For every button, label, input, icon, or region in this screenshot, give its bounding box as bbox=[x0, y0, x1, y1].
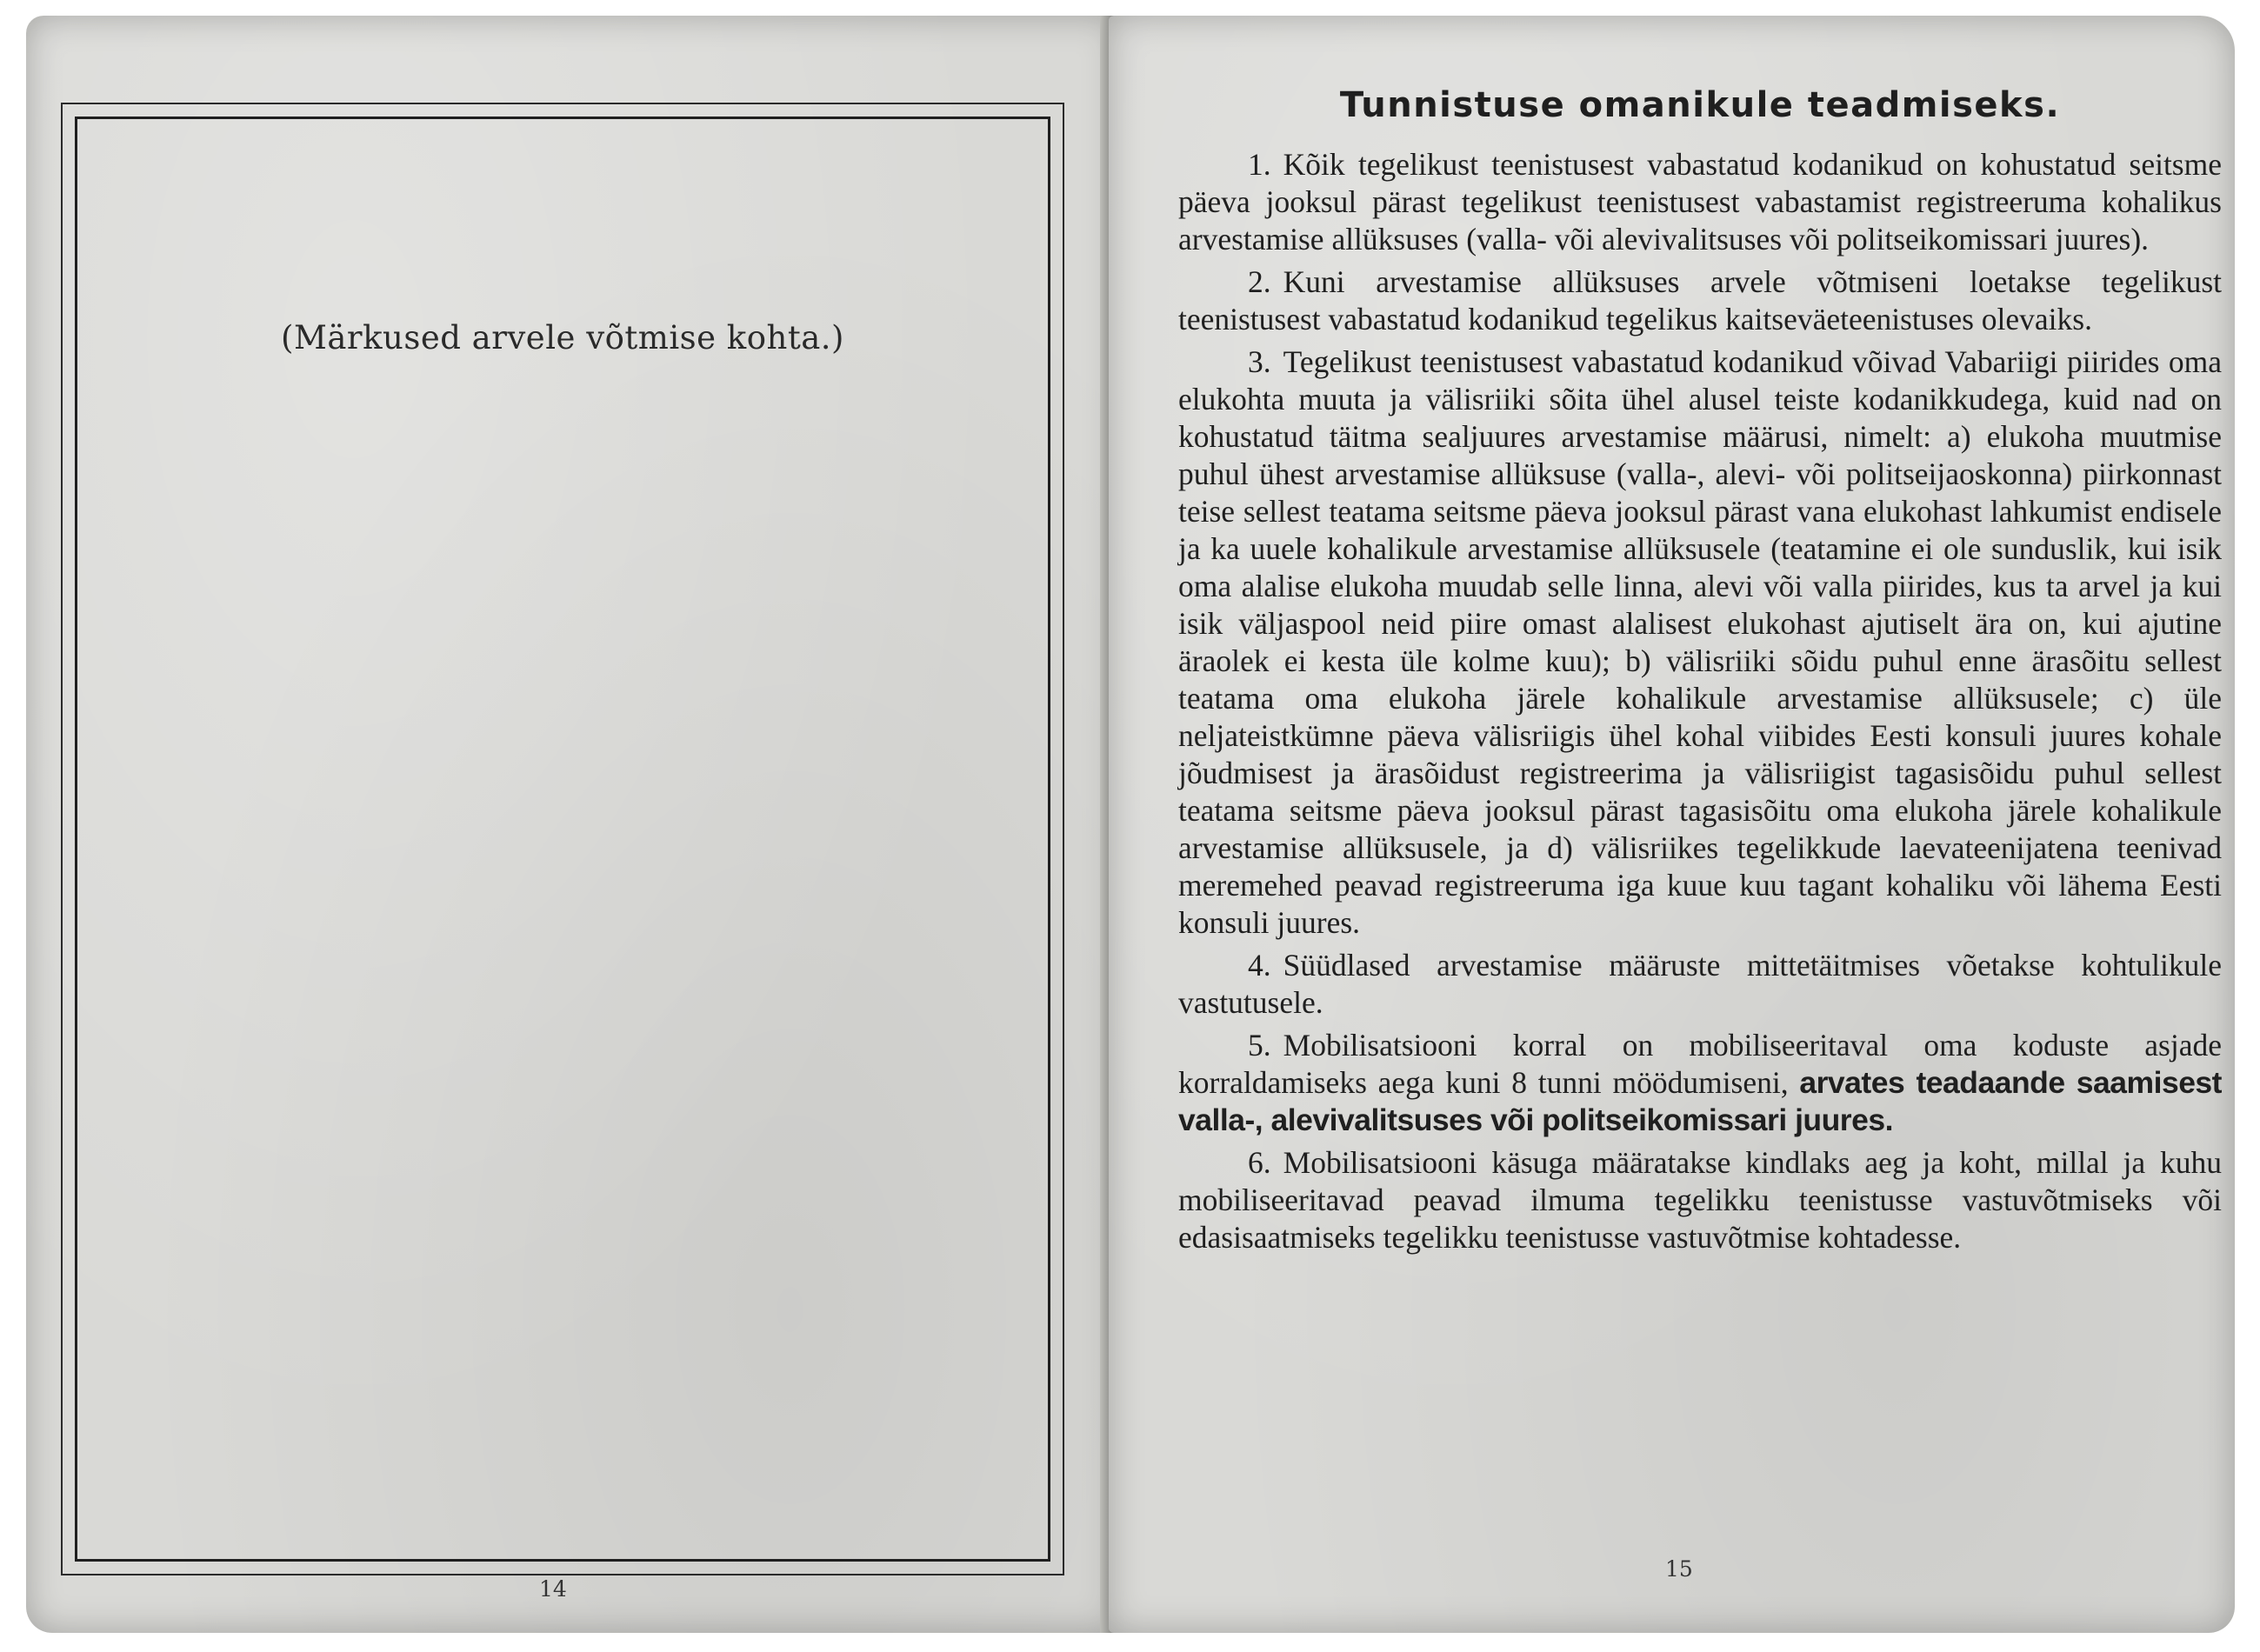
paragraph-number: 4. bbox=[1248, 948, 1271, 983]
right-page bbox=[1109, 16, 2235, 1633]
page-border-frame bbox=[61, 103, 1064, 1575]
left-page bbox=[26, 16, 1117, 1633]
paragraph-number: 1. bbox=[1248, 147, 1271, 182]
paragraph-text: Süüdlased arvestamise määruste mittetäitmises võetakse kohtulikule vastutusele. bbox=[1178, 948, 2222, 1020]
page-number-right: 15 bbox=[1665, 1556, 1693, 1582]
paragraph-text: Mobilisatsiooni käsuga määratakse kindlaks aeg ja koht, millal ja kuhu mobiliseeritavad peavad ilmuma tegelikku teenistusse vastuvõtmiseks või edasisaatmiseks tegelikku teenistusse vastuvõtmise kohtadesse. bbox=[1178, 1145, 2222, 1255]
paragraph-1 bbox=[1178, 146, 2222, 258]
paragraph-text: Kõik tegelikust teenistusest vabastatud kodanikud on kohustatud seitsme päeva jooksul pärast tegelikust teenistusest vabastamist registreeruma kohalikus arvestamise allüksuses (valla- või alevivalitsuses või politseikomissari juures). bbox=[1178, 147, 2222, 256]
paragraph-4 bbox=[1178, 947, 2222, 1022]
paragraph-5 bbox=[1178, 1027, 2222, 1139]
page-border-inner bbox=[75, 117, 1050, 1562]
paragraph-bold-text: arvates teadaande saamisest valla-, alevivalitsuses või politseikomissari juures. bbox=[1178, 1065, 2223, 1137]
right-page-content bbox=[1178, 85, 2222, 1262]
paragraph-text: Mobilisatsiooni korral on mobiliseeritaval oma koduste asjade korraldamiseks aega kuni 8 tunni möödumiseni, bbox=[1178, 1028, 2222, 1100]
paragraph-text: Tegelikust teenistusest vabastatud kodanikud võivad Vabariigi piirides oma elukohta muuta ja välisriiki sõita ühel alusel teiste kodanikkudega, kuid nad on kohustatud täitma sealjuures arvestamise määrusi, nimelt: a) elukoha muutmise puhul ühest arvestamise allüksuse (valla-, alevi- või politseijaoskonna) piirkonnast teise sellest teatama seitsme päeva jooksul pärast vana elukohast lahkumist endisele ja ka uuele kohalikule arvestamise allüksusele (teatamine ei ole sunduslik, kui isik oma alalise elukoha muudab selle linna, alevi või valla piirides, kus ta arvel ja kui isik väljaspool neid piire omast alalisest elukohast ajutiselt ära on, kui ajutine äraolek ei kesta üle kolme kuu); b) välisriiki sõidu puhul enne ärasõitu sellest teatama oma elukoha järele kohalikule arvestamise allüksusele; c) üle neljateistkümne päeva välisriigis ühel kohal viibides Eesti konsuli juures kohale jõudmisest ja ärasõidust registreerima ja välisriigist tagasisõidu puhul sellest teatama seitsme päeva jooksul pärast tagasisõitu oma elukoha järele kohalikule arvestamise allüksusele, ja d) välisriikes tegelikkude laevateenijatena teenivad meremehed peavad registreeruma iga kuue kuu tagant kohaliku või lähema Eesti konsuli juures. bbox=[1178, 344, 2222, 940]
paragraph-6 bbox=[1178, 1144, 2222, 1256]
page-number-left: 14 bbox=[539, 1576, 567, 1602]
paragraph-3 bbox=[1178, 343, 2222, 942]
paragraph-text: Kuni arvestamise allüksuses arvele võtmiseni loetakse tegelikust teenistusest vabastatud kodanikud tegelikus kaitseväeteenistuses olevaiks. bbox=[1178, 264, 2222, 336]
paragraph-number: 2. bbox=[1248, 264, 1271, 299]
paragraph-number: 3. bbox=[1248, 344, 1271, 379]
page-title: Tunnistuse omanikule teadmiseks. bbox=[1339, 85, 2061, 125]
paragraph-2 bbox=[1178, 263, 2222, 338]
paragraph-number: 6. bbox=[1248, 1145, 1271, 1180]
paragraph-number: 5. bbox=[1248, 1028, 1271, 1062]
notes-heading: (Märkused arvele võtmise kohta.) bbox=[281, 319, 844, 356]
